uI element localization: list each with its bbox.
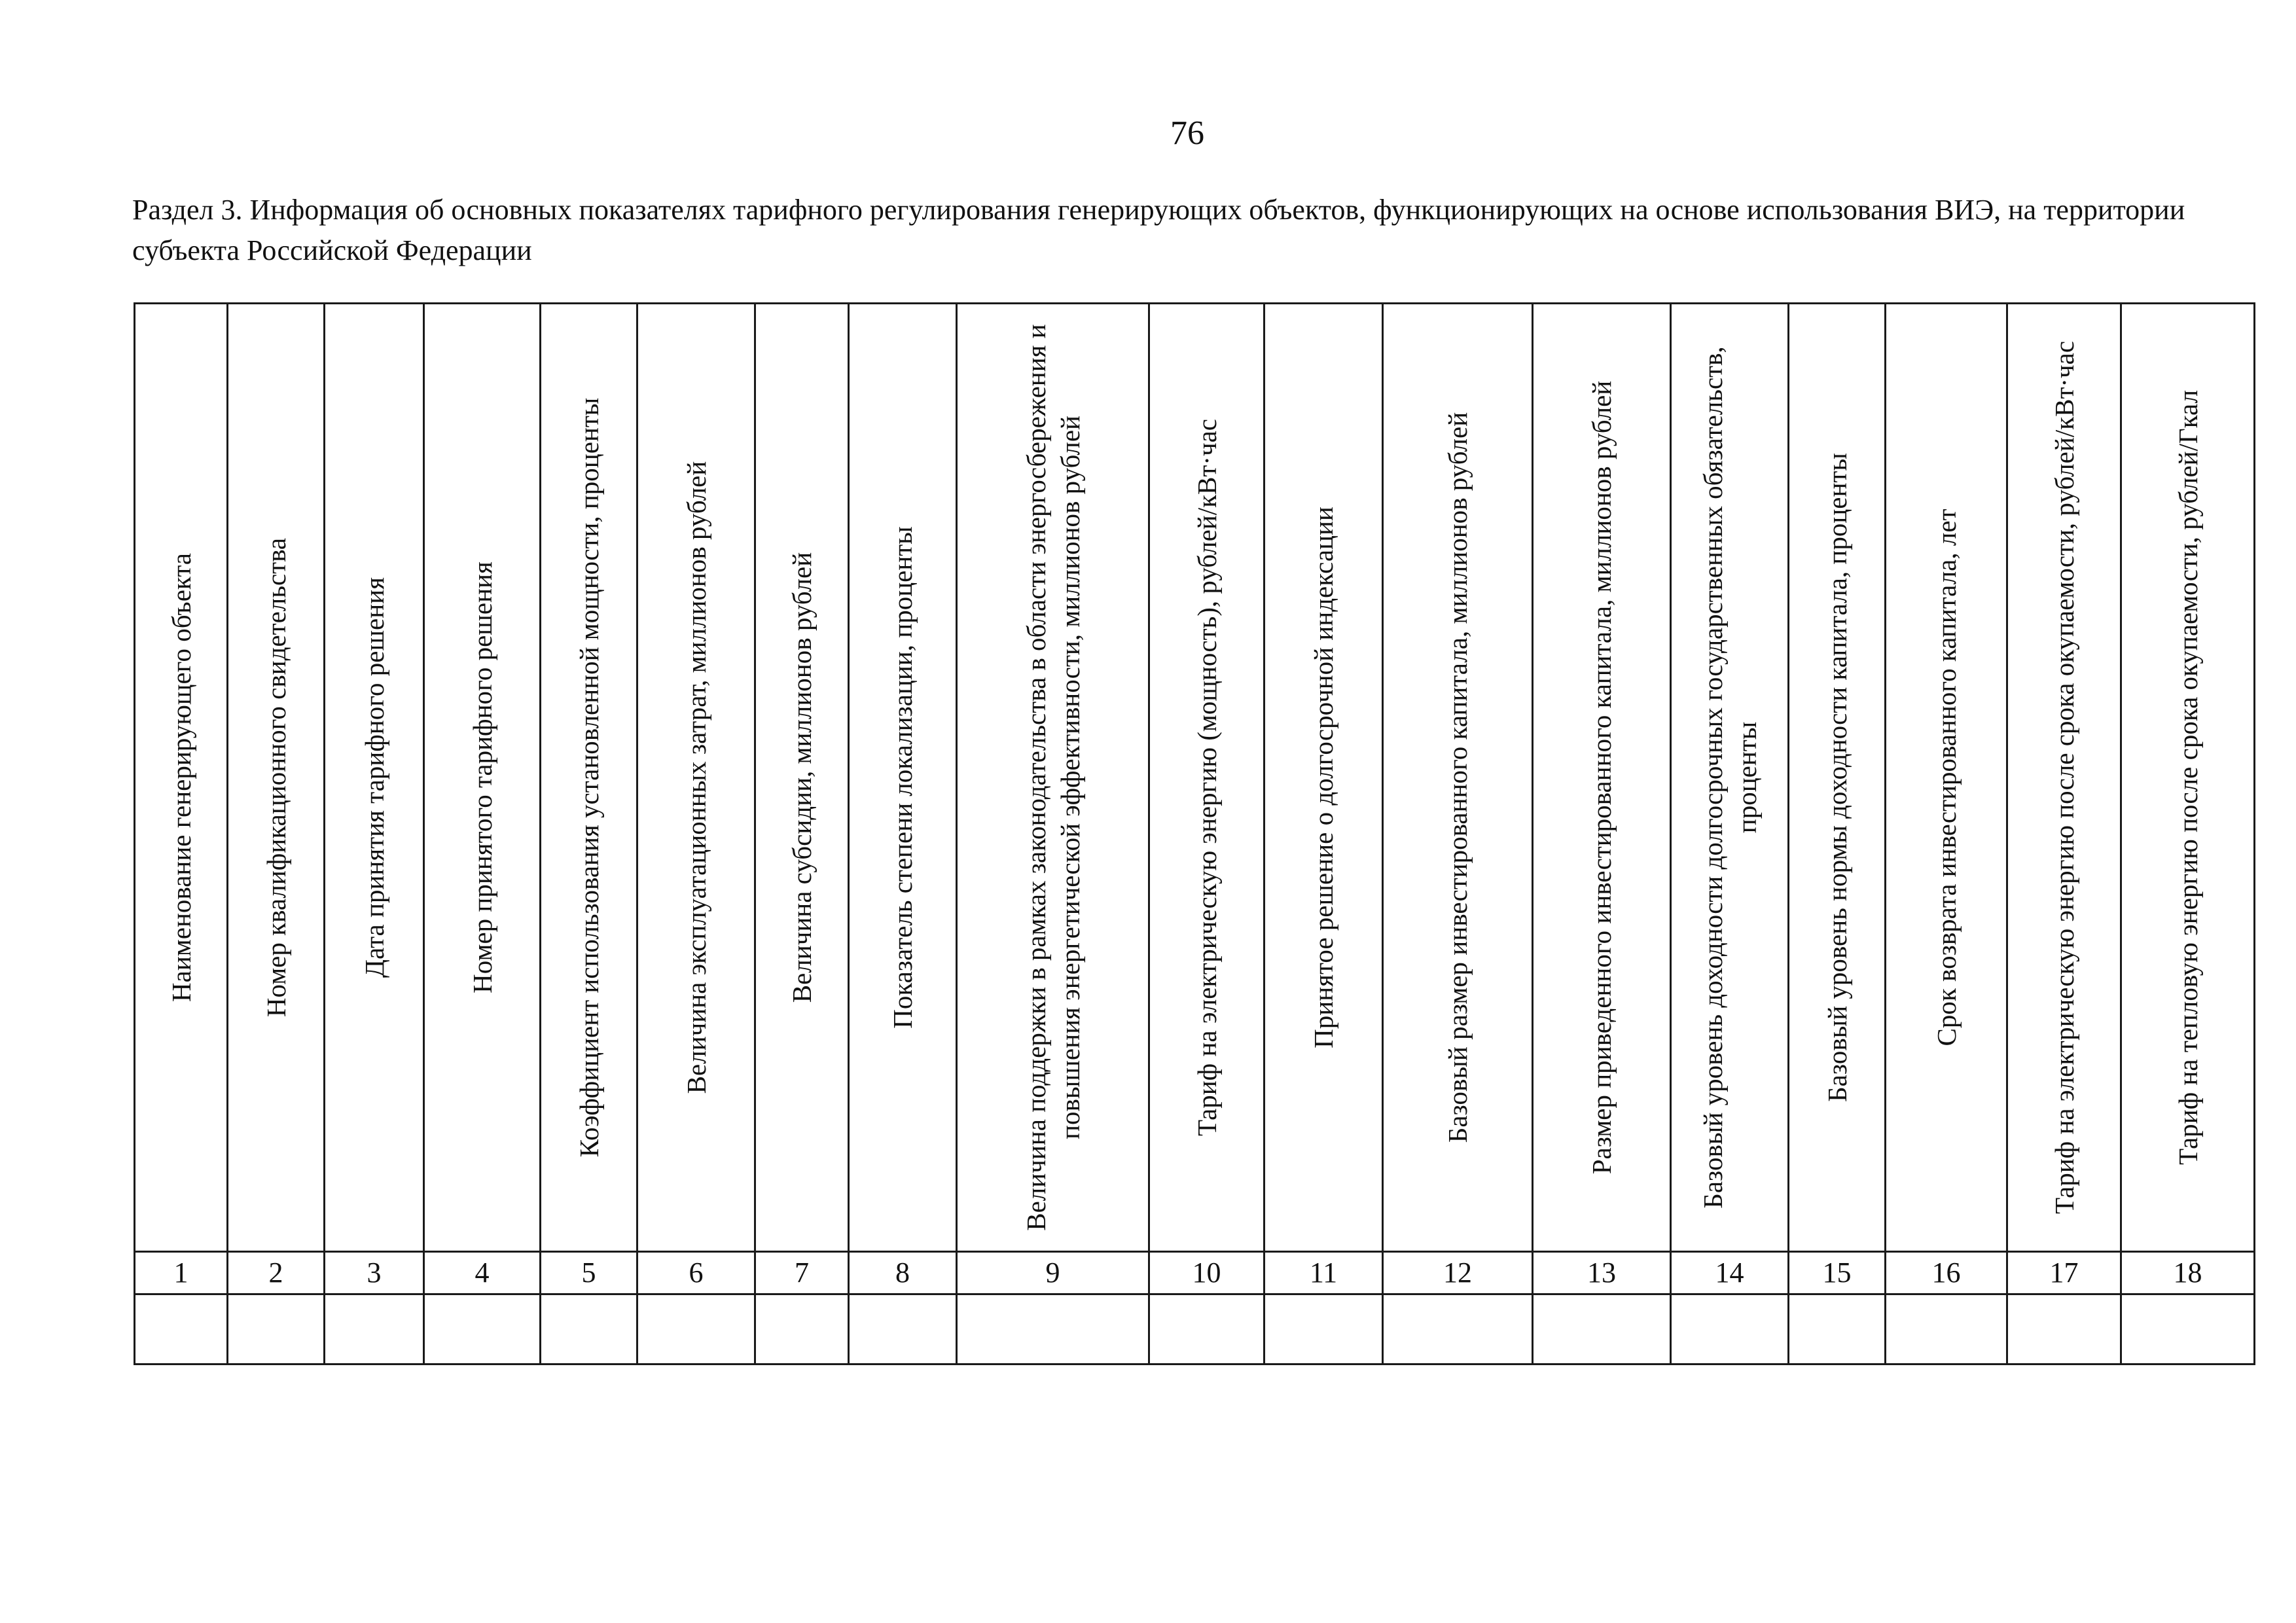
column-number: 6 <box>637 1252 755 1294</box>
column-header <box>1671 304 1789 1252</box>
table-cell <box>2121 1294 2255 1364</box>
header-row <box>135 304 2255 1252</box>
table-cell <box>957 1294 1149 1364</box>
column-header <box>1789 304 1886 1252</box>
column-header-label: Тариф на электрическую энергию (мощность), рублей/кВт·час <box>1191 419 1222 1136</box>
column-header <box>228 304 325 1252</box>
column-number: 13 <box>1533 1252 1671 1294</box>
section-title: Раздел 3. Информация об основных показателях тарифного регулирования генерирующих объектов, функционирующих на основе использования ВИЭ, на территории субъекта Российской Федерации <box>132 194 2185 266</box>
column-number: 18 <box>2121 1252 2255 1294</box>
column-header-label: Величина эксплуатационных затрат, миллионов рублей <box>681 461 711 1094</box>
column-header-label: Показатель степени локализации, проценты <box>888 526 918 1029</box>
table-cell <box>1383 1294 1533 1364</box>
column-header <box>755 304 849 1252</box>
column-header-label: Размер приведенного инвестированного капитала, миллионов рублей <box>1587 380 1617 1175</box>
table-cell <box>541 1294 637 1364</box>
column-number: 15 <box>1789 1252 1886 1294</box>
table-cell <box>755 1294 849 1364</box>
column-header-label: Номер квалификационного свидетельства <box>260 537 291 1018</box>
table-cell <box>849 1294 957 1364</box>
table-cell <box>1149 1294 1265 1364</box>
table-row <box>135 1294 2255 1364</box>
column-header-label: Принятое решение о долгосрочной индексации <box>1308 507 1338 1048</box>
tariff-table <box>134 302 2255 1365</box>
table-cell <box>1789 1294 1886 1364</box>
column-header <box>135 304 228 1252</box>
column-header <box>424 304 541 1252</box>
column-header-label: Наименование генерирующего объекта <box>166 553 196 1002</box>
column-header-label: Тариф на тепловую энергию после срока окупаемости, рублей/Гкал <box>2172 389 2203 1166</box>
column-header-label: Базовый уровень нормы доходности капитала, проценты <box>1821 453 1852 1102</box>
table-cell <box>1265 1294 1383 1364</box>
table-cell <box>424 1294 541 1364</box>
column-header <box>541 304 637 1252</box>
column-header <box>957 304 1149 1252</box>
column-header <box>637 304 755 1252</box>
table-cell <box>1533 1294 1671 1364</box>
column-header-label: Величина субсидии, миллионов рублей <box>787 552 817 1003</box>
column-header-label: Срок возврата инвестированного капитала, лет <box>1931 508 1962 1046</box>
column-header <box>2007 304 2121 1252</box>
column-header <box>1383 304 1533 1252</box>
column-header <box>325 304 424 1252</box>
column-number: 9 <box>957 1252 1149 1294</box>
column-number: 11 <box>1265 1252 1383 1294</box>
column-number: 8 <box>849 1252 957 1294</box>
column-number: 7 <box>755 1252 849 1294</box>
column-header <box>1265 304 1383 1252</box>
column-header-label: Номер принятого тарифного решения <box>467 562 497 993</box>
table-cell <box>637 1294 755 1364</box>
column-number: 1 <box>135 1252 228 1294</box>
column-number: 16 <box>1886 1252 2007 1294</box>
column-header <box>2121 304 2255 1252</box>
column-header-label: Тариф на электрическую энергию после срока окупаемости, рублей/кВт·час <box>2049 340 2079 1215</box>
column-header <box>1149 304 1265 1252</box>
table-cell <box>135 1294 228 1364</box>
column-header <box>849 304 957 1252</box>
column-number-row <box>135 1252 2255 1294</box>
table-cell <box>2007 1294 2121 1364</box>
column-number: 2 <box>228 1252 325 1294</box>
column-header-label: Величина поддержки в рамках законодательства в области энергосбережения и повышения энергетической эффективности, миллионов рублей <box>1020 324 1085 1231</box>
table-cell <box>1886 1294 2007 1364</box>
column-header <box>1533 304 1671 1252</box>
table-cell <box>228 1294 325 1364</box>
column-header-label: Дата принятия тарифного решения <box>359 577 389 978</box>
column-number: 10 <box>1149 1252 1265 1294</box>
column-number: 3 <box>325 1252 424 1294</box>
column-header <box>1886 304 2007 1252</box>
column-number: 5 <box>541 1252 637 1294</box>
table-cell <box>325 1294 424 1364</box>
column-number: 12 <box>1383 1252 1533 1294</box>
column-header-label: Базовый уровень доходности долгосрочных государственных обязательств, проценты <box>1697 346 1762 1209</box>
page-number: 76 <box>1170 115 1204 152</box>
column-number: 17 <box>2007 1252 2121 1294</box>
column-number: 14 <box>1671 1252 1789 1294</box>
table-cell <box>1671 1294 1789 1364</box>
column-header-label: Коэффициент использования установленной мощности, проценты <box>573 397 604 1158</box>
column-number: 4 <box>424 1252 541 1294</box>
column-header-label: Базовый размер инвестированного капитала, миллионов рублей <box>1443 412 1473 1143</box>
